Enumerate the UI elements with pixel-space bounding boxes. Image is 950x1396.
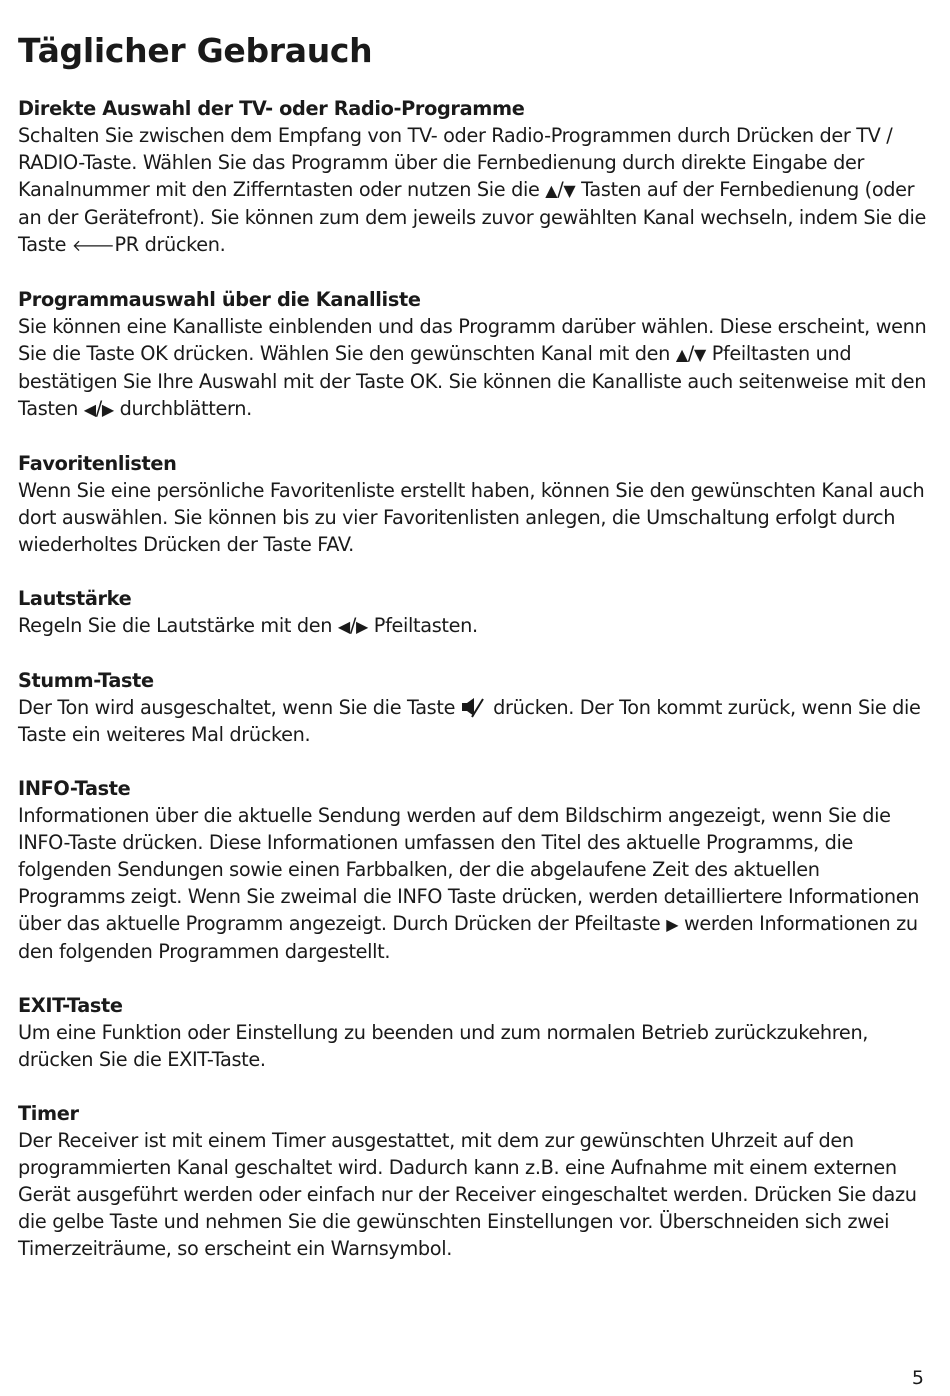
- section-heading: Stumm-Taste: [18, 669, 154, 692]
- section-heading: EXIT-Taste: [18, 994, 123, 1017]
- section-info-button: [18, 775, 928, 965]
- section-text: Schalten Sie zwischen dem Empfang von TV- oder Radio-Programmen durch Drücken der TV / RADIO-Taste. Wählen Sie das Programm über die Fernbedienung durch direkte Eingabe der Kanalnummer mit den Zifferntasten oder nutzen Sie die ▲/▼ Tasten auf der Fernbedienung (oder an der Gerätefront). Sie können zum dem jeweils zuvor gewählten Kanal wechseln, indem Sie die Taste 🡐PR drücken.: [18, 124, 927, 256]
- slash-separator: /: [557, 178, 564, 201]
- section-heading: Favoritenlisten: [18, 452, 177, 475]
- section-text: Der Receiver ist mit einem Timer ausgestattet, mit dem zur gewünschten Uhrzeit auf den programmierten Kanal geschaltet wird. Dadurch kann z.B. eine Aufnahme mit einem externen Gerät ausgeführt werden oder einfach nur der Receiver eingeschaltet werden. Drücken Sie dazu die gelbe Taste und nehmen Sie die gewünschten Einstellungen vor. Überschneiden sich zwei Timerzeiträume, so erscheint ein Warnsymbol.: [18, 1129, 917, 1260]
- down-arrow-icon: ▼: [693, 345, 706, 364]
- left-arrow-icon: ◀: [83, 400, 96, 419]
- up-arrow-icon: ▲: [545, 181, 558, 200]
- left-arrow-icon: ◀: [337, 617, 350, 636]
- section-heading: Programmauswahl über die Kanalliste: [18, 288, 421, 311]
- down-arrow-icon: ▼: [563, 181, 576, 200]
- section-heading: Timer: [18, 1102, 79, 1125]
- section-text: Regeln Sie die Lautstärke mit den ◀/▶ Pfeiltasten.: [18, 614, 478, 637]
- section-text: Um eine Funktion oder Einstellung zu beenden und zum normalen Betrieb zurückzukehren, drücken Sie die EXIT-Taste.: [18, 1021, 869, 1071]
- slash-separator: /: [95, 397, 102, 420]
- section-exit-button: [18, 992, 928, 1073]
- slash-separator: /: [687, 342, 694, 365]
- section-direct-selection: [18, 95, 928, 259]
- page-title: Täglicher Gebrauch: [18, 31, 373, 70]
- section-text: Informationen über die aktuelle Sendung werden auf dem Bildschirm angezeigt, wenn Sie die INFO-Taste drücken. Diese Informationen umfassen den Titel des aktuelle Programms, die folgenden Sendungen sowie einen Farbbalken, der die abgelaufene Zeit des aktuellen Programms zeigt. Wenn Sie zweimal die INFO Taste drücken, werden detailliertere Informationen über das aktuelle Programm angezeigt. Durch Drücken der Pfeiltaste ▶ werden Informationen zu den folgenden Programmen dargestellt.: [18, 804, 920, 963]
- section-text: Wenn Sie eine persönliche Favoritenliste erstellt haben, können Sie den gewünschten Kanal auch dort auswählen. Sie können bis zu vier Favoritenlisten anlegen, die Umschaltung erfolgt durch wiederholtes Drücken der Taste FAV.: [18, 479, 925, 556]
- page-number: 5: [911, 1367, 924, 1389]
- document-body: [18, 95, 928, 1289]
- right-arrow-icon: ▶: [101, 400, 114, 419]
- section-mute: [18, 667, 928, 748]
- mute-speaker-icon: [459, 696, 487, 718]
- section-text: Der Ton wird ausgeschaltet, wenn Sie die Taste drücken. Der Ton kommt zurück, wenn Sie die Taste ein weiteres Mal drücken.: [18, 696, 921, 746]
- section-channel-list: [18, 286, 928, 423]
- section-favorites: [18, 450, 928, 558]
- right-arrow-icon: ▶: [666, 915, 679, 934]
- section-text: Sie können eine Kanalliste einblenden und das Programm darüber wählen. Diese erscheint, wenn Sie die Taste OK drücken. Wählen Sie den gewünschten Kanal mit den ▲/▼ Pfeiltasten und bestätigen Sie Ihre Auswahl mit der Taste OK. Sie können die Kanalliste auch seitenweise mit den Tasten ◀/▶ durchblättern.: [18, 315, 927, 420]
- right-arrow-icon: ▶: [356, 617, 369, 636]
- section-heading: INFO-Taste: [18, 777, 131, 800]
- back-arrow-icon: 🡐: [71, 236, 115, 255]
- slash-separator: /: [349, 614, 357, 637]
- section-heading: Direkte Auswahl der TV- oder Radio-Programme: [18, 97, 525, 120]
- up-arrow-icon: ▲: [675, 345, 688, 364]
- section-timer: [18, 1100, 928, 1262]
- section-heading: Lautstärke: [18, 587, 132, 610]
- section-volume: [18, 585, 928, 640]
